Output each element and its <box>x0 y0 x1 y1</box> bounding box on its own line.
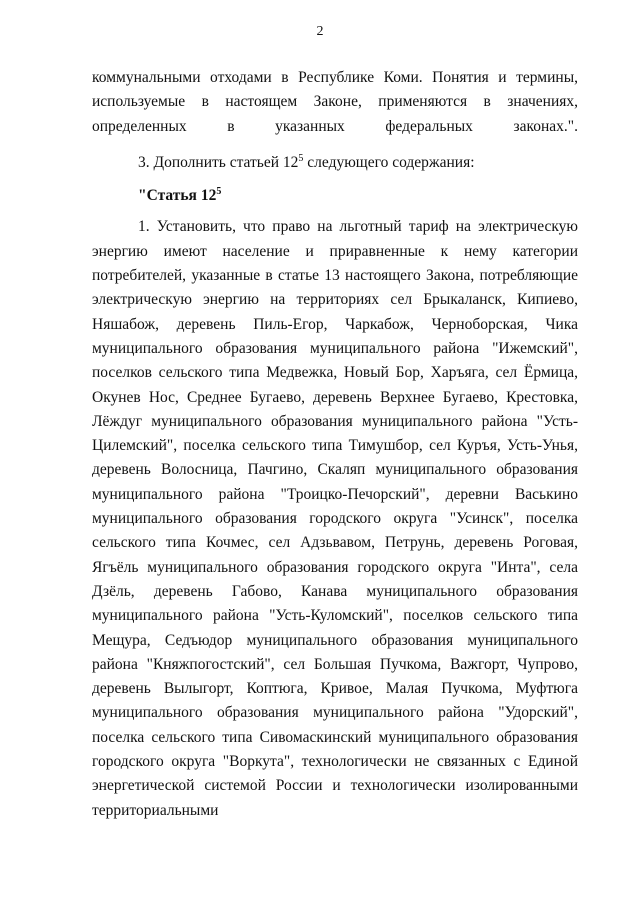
amendment-text: 3. Дополнить статьей 12 <box>138 153 299 171</box>
amendment-superscript: 5 <box>298 152 304 164</box>
document-body <box>92 66 578 823</box>
paragraph-continuation: коммунальными отходами в Республике Коми. Понятия и термины, используемые в настоящем Законе, применяются в значениях, определенных в указанных федеральных законах.". <box>92 69 578 135</box>
paragraph-article-body: 1. Установить, что право на льготный тариф на электрическую энергию имеют население и приравненные к нему категории потребителей, указанные в статье 13 настоящего Закона, потребляющие электрическую энергию на территориях сел Брыкаланск, Кипиево, Няшабож, деревень Пиль-Егор, Чаркабож, Черноборская, Чика муниципального образования муниципального района "Ижемский", поселков сельского типа Медвежка, Новый Бор, Харъяга, сел Ёрмица, Окунев Нос, Среднее Бугаево, деревень Верхнее Бугаево, Крестовка, Лёждуг муниципального образования муниципального района "Усть-Цилемский", поселка сельского типа Тимушбор, сел Куръя, Усть-Унья, деревень Волосница, Пачгино, Скаляп муниципального образования муниципального района "Троицко-Печорский", деревни Васькино муниципального образования городского округа "Усинск", поселка сельского типа Кочмес, сел Адзьвавом, Петрунь, деревень Роговая, Ягъёль муниципального образования городского округа "Инта", села Дзёль, деревень Габово, Канава муниципального образования муниципального района "Усть-Куломский", поселков сельского типа Мещура, Седъюдор муниципального образования муниципального района "Княжпогостский", сел Большая Пучкома, Важгорт, Чупрово, деревень Вылыгорт, Коптюга, Кривое, Малая Пучкома, Муфтюга муниципального образования муниципального района "Удорский", поселка сельского типа Сивомаскинский муниципального образования городского округа "Воркута", технологически не связанных с Единой энергетической системой России и технологически изолированными территориальными <box>92 218 578 819</box>
article-heading-superscript: 5 <box>216 186 222 198</box>
article-heading <box>92 184 578 208</box>
paragraph-amendment <box>92 151 578 175</box>
article-heading-text: "Статья 12 <box>138 187 217 205</box>
amendment-tail: следующего содержания: <box>303 153 475 171</box>
page-number: 2 <box>316 24 324 39</box>
